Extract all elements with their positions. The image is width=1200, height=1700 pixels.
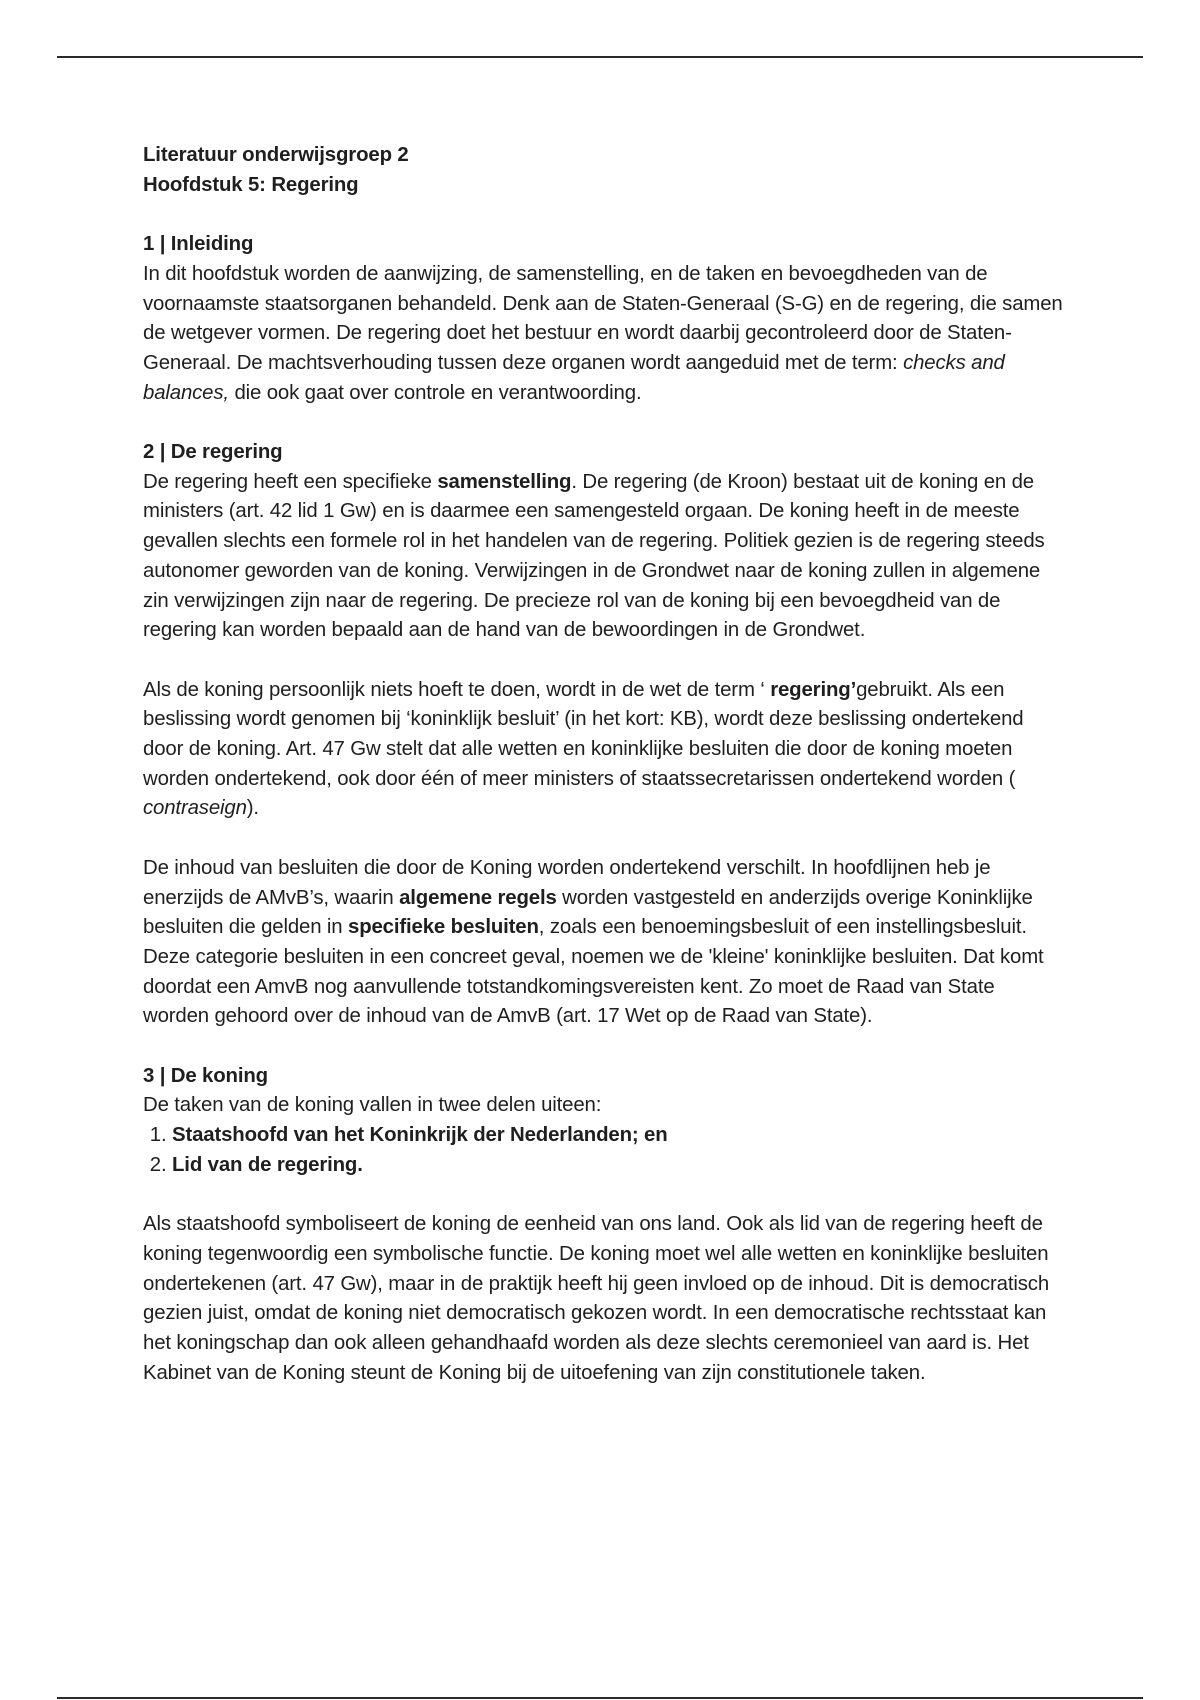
paragraph-koning-1: Als staatshoofd symboliseert de koning de eenheid van ons land. Ook als lid van de regering heeft de koning tegenwoordig een symbolische functie. De koning moet wel alle wetten en koninklijke besluiten ondertekenen (art. 47 Gw), maar in de praktijk heeft hij geen invloed op de inhoud. Dit is democratisch gezien juist, omdat de koning niet democratisch gekozen wordt. In een democratische rechtsstaat kan het koningschap dan ook alleen gehandhaafd worden als deze slechts ceremonieel van aard is. Het Kabinet van de Koning steunt de Koning bij de uitoefening van zijn constitutionele taken. — [143, 1213, 1050, 1384]
paragraph-regering-2: Als de koning persoonlijk niets hoeft te doen, wordt in de wet de term ‘ regering’gebruikt. Als een beslissing wordt genomen bij ‘koninklijk besluit’ (in het kort: KB), wordt deze beslissing ondertekend door de koning. Art. 47 Gw stelt dat alle wetten en koninklijke besluiten die door de koning moeten worden ondertekend, ook door één of meer ministers of staatssecretarissen ondertekend worden ( contraseign). — [143, 678, 1024, 820]
bold-algemene-regels: algemene regels — [399, 886, 557, 909]
emphasis-checks-and-balances: checks and balances, — [143, 351, 1005, 404]
chapter-title: Hoofdstuk 5: Regering — [143, 173, 359, 196]
bottom-rule — [57, 1697, 1143, 1699]
numbered-list — [143, 1121, 1063, 1180]
paragraph-regering-3: De inhoud van besluiten die door de Koning worden ondertekend verschilt. In hoofdlijnen heb je enerzijds de AMvB’s, waarin algemene regels worden vastgesteld en anderzijds overige Koninklijke besluiten die gelden in specifieke besluiten, zoals een benoemingsbesluit of een instellingsbesluit. Deze categorie besluiten in een concreet geval, noemen we de 'kleine' koninklijke besluiten. Dat komt doordat een AmvB nog aanvullende totstandkomingsvereisten kent. Zo moet de Raad van State worden gehoord over de inhoud van de AmvB (art. 17 Wet op de Raad van State). — [143, 856, 1044, 1028]
bold-regering: regering’ — [770, 678, 857, 701]
bold-samenstelling: samenstelling — [437, 470, 572, 493]
bold-specifieke-besluiten: specifieke besluiten — [348, 916, 539, 939]
list-item: 2. Lid van de regering. — [172, 1151, 1063, 1181]
list-item: 1. Staatshoofd van het Koninkrijk der Nederlanden; en — [172, 1121, 1063, 1151]
section-heading-inleiding: 1 | Inleiding — [143, 233, 254, 256]
paragraph-koning-intro: De taken van de koning vallen in twee delen uiteen: — [143, 1094, 602, 1117]
section-heading-regering: 2 | De regering — [143, 441, 283, 463]
document-title: Literatuur onderwijsgroep 2 — [143, 144, 409, 166]
section-heading-koning: 3 | De koning — [143, 1064, 268, 1087]
top-rule — [57, 56, 1143, 58]
paragraph-regering-1: De regering heeft een specifieke samenstelling. De regering (de Kroon) bestaat uit de koning en de ministers (art. 42 lid 1 Gw) en is daarmee een samengesteld orgaan. De koning heeft in de meeste gevallen slechts een formele rol in het handelen van de regering. Politiek gezien is de regering steeds autonomer geworden van de koning. Verwijzingen in de Grondwet naar de koning zullen in algemene zin verwijzingen zijn naar de regering. De precieze rol van de koning bij een bevoegdheid van de regering kan worden bepaald aan de hand van de bewoordingen in de Grondwet. — [143, 470, 1045, 642]
document-body — [143, 141, 1063, 1388]
paragraph-inleiding: In dit hoofdstuk worden de aanwijzing, de samenstelling, en de taken en bevoegdheden van de voornaamste staatsorganen behandeld. Denk aan de Staten-Generaal (S-G) en de regering, die samen de wetgever vormen. De regering doet het bestuur en wordt daarbij gecontroleerd door de Staten-Generaal. De machtsverhouding tussen deze organen wordt aangeduid met de term: checks and balances, die ook gaat over controle en verantwoording. — [143, 262, 1063, 404]
emphasis-contraseign: contraseign — [143, 797, 247, 820]
